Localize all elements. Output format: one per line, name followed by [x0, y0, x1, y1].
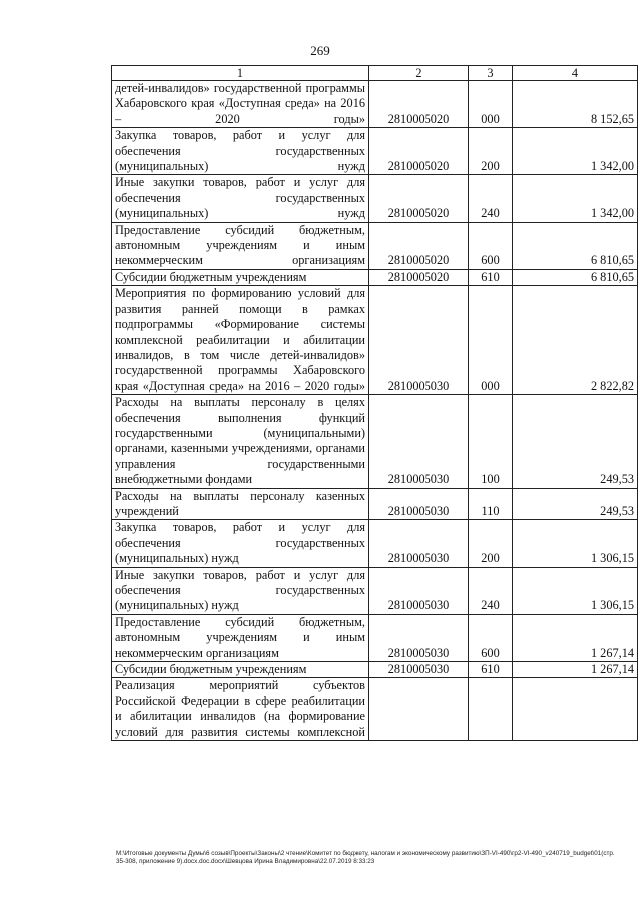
- row-amount: 6 810,65: [513, 269, 638, 285]
- row-code: 2810005030: [369, 286, 469, 395]
- row-code: 2810005030: [369, 662, 469, 678]
- row-code: 2810005030: [369, 567, 469, 614]
- row-code: 2810005020: [369, 81, 469, 128]
- row-amount: 1 306,15: [513, 520, 638, 567]
- row-name: Реализация мероприятий субъектов Российской Федерации в сфере реабилитации и абилитации инвалидов (на формирование условий для развития системы комплексной: [112, 678, 369, 741]
- row-type: 110: [469, 488, 513, 520]
- row-amount: 6 810,65: [513, 222, 638, 269]
- row-code: 2810005020: [369, 269, 469, 285]
- table-row: [112, 128, 638, 175]
- row-type: 600: [469, 614, 513, 661]
- row-type: 200: [469, 520, 513, 567]
- table-row: [112, 662, 638, 678]
- row-name: Расходы на выплаты персоналу в целях обеспечения выполнения функций государственными (муниципальными) органами, казенными учреждениями, органами управления государственными внебюджетными фондами: [112, 395, 369, 488]
- row-amount: 2 822,82: [513, 286, 638, 395]
- row-code: [369, 678, 469, 741]
- row-type: [469, 678, 513, 741]
- row-type: 600: [469, 222, 513, 269]
- table-row: [112, 269, 638, 285]
- row-name: Закупка товаров, работ и услуг для обеспечения государственных (муниципальных) нужд: [112, 520, 369, 567]
- row-amount: 1 342,00: [513, 175, 638, 222]
- row-code: 2810005020: [369, 175, 469, 222]
- row-type: 000: [469, 286, 513, 395]
- table-row: [112, 520, 638, 567]
- row-type: 240: [469, 567, 513, 614]
- table-row: [112, 567, 638, 614]
- table-row: [112, 175, 638, 222]
- table-row: [112, 678, 638, 741]
- row-name: Иные закупки товаров, работ и услуг для обеспечения государственных (муниципальных) нужд: [112, 567, 369, 614]
- row-amount: 249,53: [513, 488, 638, 520]
- row-type: 000: [469, 81, 513, 128]
- row-code: 2810005030: [369, 395, 469, 488]
- table-row: [112, 488, 638, 520]
- row-name: Иные закупки товаров, работ и услуг для обеспечения государственных (муниципальных) нужд: [112, 175, 369, 222]
- row-type: 100: [469, 395, 513, 488]
- budget-table: [111, 65, 638, 741]
- row-name: Субсидии бюджетным учреждениям: [112, 662, 369, 678]
- row-amount: 1 267,14: [513, 614, 638, 661]
- table-row: [112, 222, 638, 269]
- row-code: 2810005030: [369, 488, 469, 520]
- row-type: 610: [469, 662, 513, 678]
- document-path-footer: M:\Итоговые документы Думы\6 созыв\Проекты\Законы\2 чтение\Комитет по бюджету, налогам и экономическому развитию\ЗП-VI-490\гр2-VI-490_v240719_budget\01(стр.35-308, приложение 9).docx.doc.docx\Шевцова Ирина Владимировна\22.07.2019 8:33:23: [116, 850, 615, 865]
- row-name: Субсидии бюджетным учреждениям: [112, 269, 369, 285]
- row-type: 240: [469, 175, 513, 222]
- header-col-1: 1: [112, 66, 369, 81]
- row-amount: 1 306,15: [513, 567, 638, 614]
- row-amount: 8 152,65: [513, 81, 638, 128]
- row-code: 2810005020: [369, 128, 469, 175]
- row-name: Предоставление субсидий бюджетным, автономным учреждениям и иным некоммерческим организациям: [112, 222, 369, 269]
- row-code: 2810005030: [369, 520, 469, 567]
- row-amount: 1 342,00: [513, 128, 638, 175]
- row-amount: 1 267,14: [513, 662, 638, 678]
- row-type: 200: [469, 128, 513, 175]
- table-header-row: [112, 66, 638, 81]
- table-row: [112, 614, 638, 661]
- page-number: 269: [310, 43, 330, 58]
- row-name: Предоставление субсидий бюджетным, автономным учреждениям и иным некоммерческим организациям: [112, 614, 369, 661]
- row-amount: [513, 678, 638, 741]
- row-amount: 249,53: [513, 395, 638, 488]
- row-code: 2810005020: [369, 222, 469, 269]
- row-name: Закупка товаров, работ и услуг для обеспечения государственных (муниципальных) нужд: [112, 128, 369, 175]
- table-row: [112, 286, 638, 395]
- header-col-2: 2: [369, 66, 469, 81]
- row-name: Мероприятия по формированию условий для развития ранней помощи в рамках подпрограммы «Формирование системы комплексной реабилитации и абилитации инвалидов, в том числе детей-инвалидов» государственной программы Хабаровского края «Доступная среда» на 2016 – 2020 годы»: [112, 286, 369, 395]
- row-type: 610: [469, 269, 513, 285]
- row-code: 2810005030: [369, 614, 469, 661]
- table-row: [112, 81, 638, 128]
- header-col-4: 4: [513, 66, 638, 81]
- row-name: Расходы на выплаты персоналу казенных учреждений: [112, 488, 369, 520]
- header-col-3: 3: [469, 66, 513, 81]
- table-row: [112, 395, 638, 488]
- row-name: детей-инвалидов» государственной программы Хабаровского края «Доступная среда» на 2016 – 2020 годы»: [112, 81, 369, 128]
